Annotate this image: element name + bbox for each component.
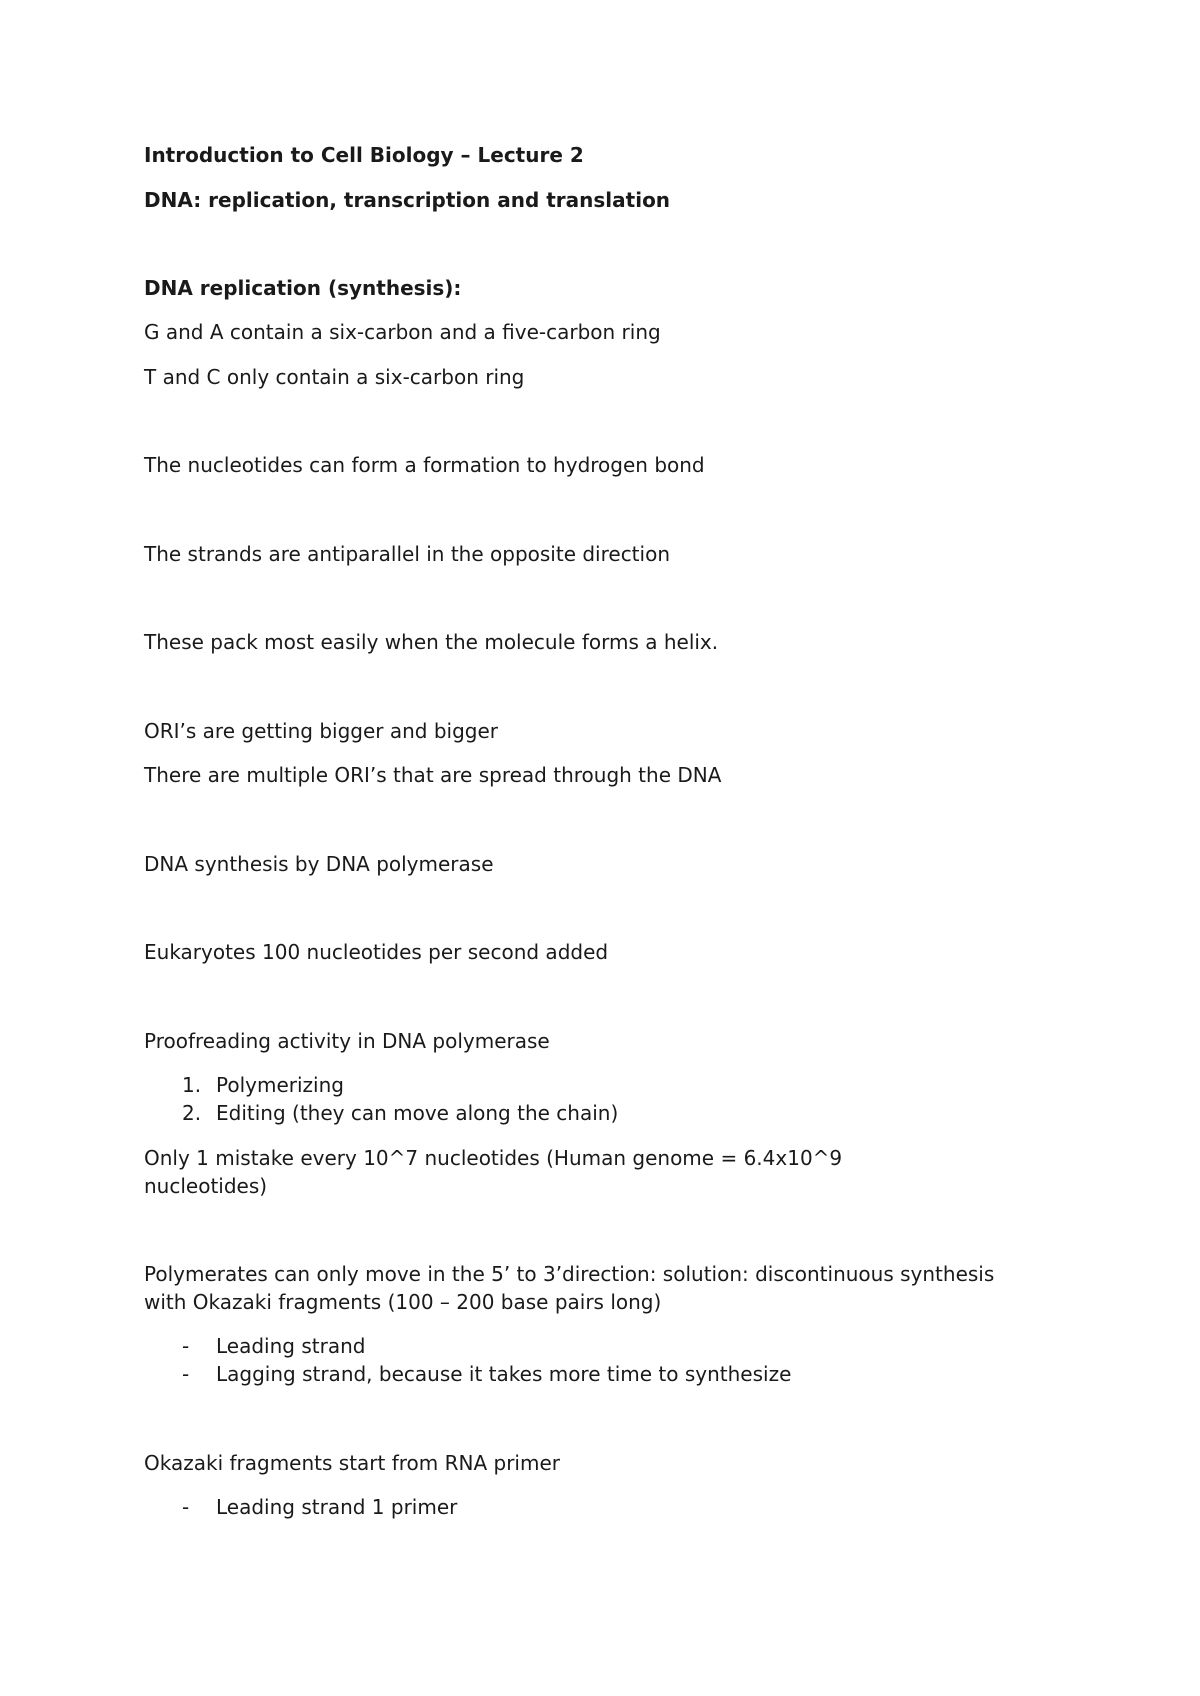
- list-marker: 1.: [182, 1073, 202, 1097]
- paragraph: Polymerates can only move in the 5’ to 3’direction: solution: discontinuous synthesis with Okazaki fragments (100 – 200 base pairs long): [144, 1262, 995, 1314]
- paragraph: DNA synthesis by DNA polymerase: [144, 852, 494, 876]
- list-item: [182, 1360, 791, 1388]
- list-marker: 2.: [182, 1101, 202, 1125]
- list-marker: -: [182, 1495, 190, 1519]
- paragraph: Eukaryotes 100 nucleotides per second added: [144, 940, 609, 964]
- paragraph: The strands are antiparallel in the opposite direction: [144, 542, 670, 566]
- paragraph: G and A contain a six-carbon and a five-carbon ring: [144, 320, 661, 344]
- list-item-text: Lagging strand, because it takes more time to synthesize: [216, 1362, 792, 1386]
- list-item: [182, 1099, 618, 1127]
- paragraph: Proofreading activity in DNA polymerase: [144, 1029, 550, 1053]
- document-subtitle: DNA: replication, transcription and translation: [144, 188, 671, 212]
- list-item: [182, 1493, 457, 1521]
- list-item: [182, 1071, 344, 1099]
- list-item: [182, 1332, 365, 1360]
- list-marker: -: [182, 1362, 190, 1386]
- paragraph: Only 1 mistake every 10^7 nucleotides (Human genome = 6.4x10^9 nucleotides): [144, 1146, 843, 1198]
- paragraph: ORI’s are getting bigger and bigger: [144, 719, 499, 743]
- list-item-text: Polymerizing: [216, 1073, 344, 1097]
- list-item-text: Leading strand 1 primer: [216, 1495, 458, 1519]
- paragraph: Okazaki fragments start from RNA primer: [144, 1451, 560, 1475]
- list-item-text: Editing (they can move along the chain): [216, 1101, 619, 1125]
- paragraph: There are multiple ORI’s that are spread through the DNA: [144, 763, 722, 787]
- paragraph: The nucleotides can form a formation to hydrogen bond: [144, 453, 705, 477]
- list-marker: -: [182, 1334, 190, 1358]
- paragraph: T and C only contain a six-carbon ring: [144, 365, 525, 389]
- paragraph: These pack most easily when the molecule forms a helix.: [144, 630, 719, 654]
- list-item-text: Leading strand: [216, 1334, 366, 1358]
- document-title: Introduction to Cell Biology – Lecture 2: [144, 143, 584, 167]
- section-heading: DNA replication (synthesis):: [144, 276, 462, 300]
